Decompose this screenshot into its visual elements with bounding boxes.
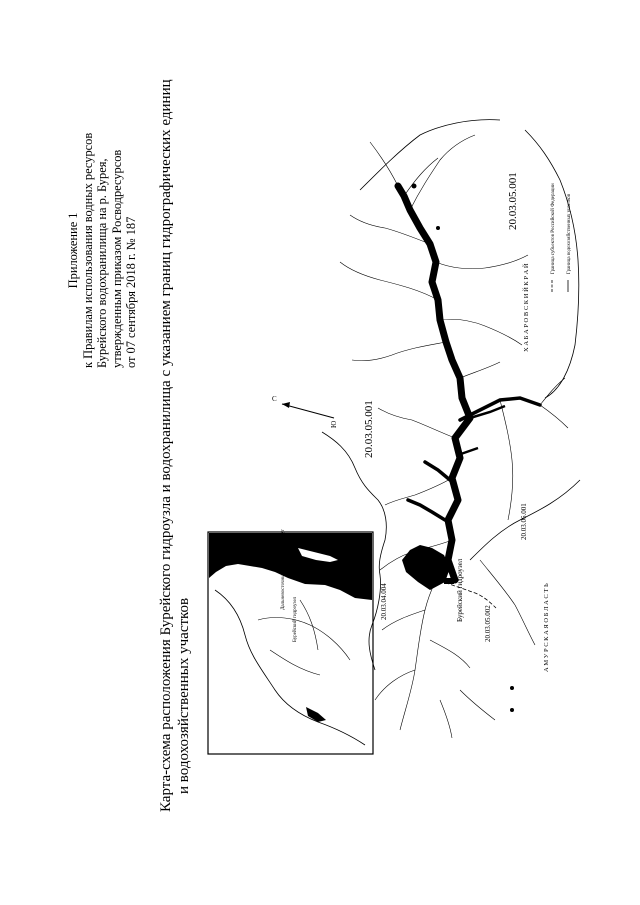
tributary-11 (375, 610, 470, 700)
unit-code-3: 20.03.06.001 (520, 503, 528, 540)
tributary-5 (410, 135, 475, 210)
settlement-marker-1 (412, 184, 417, 189)
compass-north-label: С (272, 395, 277, 403)
appendix-line-1: Приложение 1 (66, 212, 80, 289)
region-khabarovsk: Х А Б А Р О В С К И Й К Р А Й (523, 263, 530, 352)
settlement-marker-4 (510, 708, 514, 712)
tributary-12 (385, 478, 452, 505)
reservoir-lower-basin (402, 545, 450, 590)
compass-north-arrowhead (282, 402, 290, 408)
tributary-8 (460, 362, 500, 378)
tributary-14 (540, 378, 568, 428)
inset-label-2: Дальневосточный федеральный округ (281, 528, 286, 610)
tributary-17 (440, 690, 495, 738)
appendix-line-3: Бурейского водохранилища на р. Бурея, (95, 158, 110, 368)
dam-label: Бурейский гидроузел (456, 558, 464, 622)
dam-marker (444, 578, 454, 584)
inset-map (208, 529, 373, 754)
appendix-line-4: утвержденным приказом Росводресурсов (109, 149, 124, 368)
tributary-15 (500, 400, 513, 520)
appendix-line-2: к Правилам использования водных ресурсов (80, 132, 95, 368)
unit-code-5: 20.03.05.002 (484, 605, 492, 642)
compass-south-label: Ю (330, 420, 338, 428)
legend (551, 183, 572, 292)
compass-arrow (272, 395, 338, 428)
unit-code-1: 20.03.05.001 (363, 400, 375, 458)
tributary-7 (440, 319, 522, 345)
region-amur: А М У Р С К А Я О Б Л А С Т Ь (543, 583, 550, 672)
settlement-marker-3 (510, 686, 514, 690)
title-line-1: Карта-схема расположения Бурейского гидроузла и водохранилища с указанием границ гидрографических единиц (158, 79, 174, 812)
tributary-3 (378, 408, 455, 438)
tributary-6 (436, 255, 528, 269)
compass-line (282, 404, 334, 418)
settlement-marker-2 (436, 226, 440, 230)
tributary-1 (340, 262, 438, 300)
title-line-2: и водохозяйственных участков (175, 597, 192, 794)
appendix-line-5: от 07 сентября 2018 г. № 187 (124, 216, 139, 368)
settlements (412, 184, 515, 713)
region-names (522, 263, 550, 672)
basin-boundary-top (360, 120, 500, 190)
tributary-2 (352, 342, 446, 361)
reservoir-main-body (398, 186, 470, 580)
unit-code-2: 20.03.05.001 (507, 172, 519, 230)
inset-label-1: Бурейский гидроузел (293, 596, 298, 642)
reservoir (398, 186, 540, 590)
legend-label-2: Граница водохозяйственных участков (567, 193, 572, 274)
unit-boundary-south (440, 580, 496, 608)
unit-code-4: 20.03.04.004 (380, 583, 388, 620)
legend-label-1: Граница субъектов Российской Федерации (551, 183, 556, 274)
tributary-13 (370, 142, 438, 196)
